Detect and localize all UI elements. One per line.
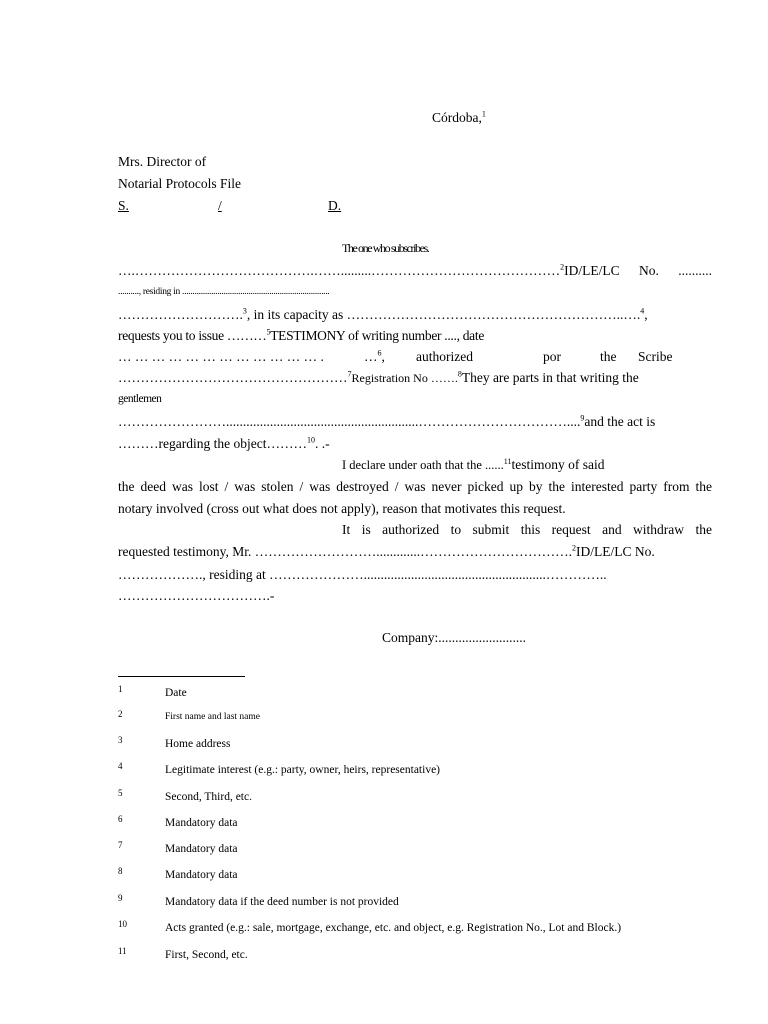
request-text: requests you to issue ……… [118, 328, 267, 343]
body-line-10 [342, 457, 604, 473]
footnote-number: 9 [118, 893, 123, 903]
footnote-separator [118, 676, 245, 677]
footnote-number: 2 [118, 709, 123, 719]
footnote-ref: 6 [377, 348, 382, 358]
declare-text: I declare under oath that the ...... [342, 458, 504, 472]
body-line-2: .........., residing in ....................................................................... [118, 287, 330, 297]
blank-dots: …………………….........................................................…………………………….... [118, 414, 581, 429]
footnote-ref: 7 [347, 369, 352, 379]
footnote-ref: 2 [560, 262, 565, 272]
recipient-title: Mrs. Director of [118, 154, 207, 169]
por-word: por [543, 349, 561, 364]
body-line-9 [118, 436, 712, 452]
footnote-number: 8 [118, 866, 123, 876]
footnote-number: 5 [118, 788, 123, 798]
footnote-text: Legitimate interest (e.g.: party, owner, heirs, representative) [165, 764, 441, 776]
body-line-15: ………………., residing at …………………......................................................………….. [118, 567, 607, 582]
id-label: ID/LE/LC No. [575, 544, 655, 559]
comma: , [381, 349, 385, 364]
recipient-office: Notarial Protocols File [118, 176, 241, 191]
footnote-ref: 11 [503, 456, 512, 466]
footnote-ref: 8 [457, 369, 462, 379]
the-word: the [600, 349, 617, 364]
body-line-6 [118, 370, 712, 386]
id-label: ID/LE/LC No. .......... [564, 263, 712, 278]
blank-dots: … … … … … … … … … … … … . [118, 349, 324, 364]
footnote-number: 7 [118, 840, 123, 850]
footnote-text: Home address [165, 738, 231, 750]
footnote-text: Acts granted (e.g.: sale, mortgage, exchange, etc. and object, e.g. Registration No., Lot and Block.) [165, 922, 622, 934]
registration-text: Registration No ……. [351, 371, 458, 385]
scribe-word: Scribe [638, 349, 673, 364]
line-end: . .- [314, 436, 330, 451]
body-line-3 [118, 307, 712, 323]
footnote-ref: 9 [580, 413, 585, 423]
authorized-word: authorized [416, 349, 473, 364]
testimony-text: TESTIMONY of writing number ...., date [270, 328, 485, 343]
footnote-text: First name and last name [165, 712, 260, 722]
body-line-12: notary involved (cross out what does not apply), reason that motivates this request. [118, 501, 566, 516]
footnote-text: Mandatory data [165, 843, 238, 855]
body-line-7: gentlemen [118, 393, 162, 405]
ref-group [364, 349, 385, 365]
footnote-text: Mandatory data [165, 869, 238, 881]
object-text: ………regarding the object……… [118, 436, 307, 451]
testimony-text: testimony of said [511, 457, 605, 472]
blank-dots: …………………………………………… [118, 370, 348, 385]
recipient-sd [118, 198, 344, 214]
footnote-text: Date [165, 687, 187, 699]
body-line-11: the deed was lost / was stolen / was destroyed / was never picked up by the interested party from the [118, 479, 712, 494]
body-line-8 [118, 414, 712, 430]
sd-slash: / [218, 198, 222, 213]
parts-text: They are parts in that writing the [461, 370, 639, 385]
intro-line: The one who subscribes. [342, 241, 429, 255]
place-date-line [432, 110, 486, 126]
body-line-16: …………………………….- [118, 588, 275, 603]
capacity-text: , in its capacity as ……………………………………………………..…. [246, 307, 641, 322]
act-text: and the act is [584, 414, 656, 429]
footnote-ref: 2 [571, 543, 576, 553]
blank-dots: ….………………………………….…….........…………………………………… [118, 263, 561, 278]
footnote-number: 10 [118, 919, 127, 929]
footnote-text: Mandatory data if the deed number is not provided [165, 896, 399, 908]
footnote-text: First, Second, etc. [165, 949, 248, 961]
footnote-ref: 3 [242, 306, 247, 316]
body-line-1 [118, 263, 712, 279]
place-name: Córdoba, [432, 110, 482, 125]
body-line-4 [118, 328, 712, 344]
blank-dots: … [364, 349, 378, 364]
footnote-number: 1 [118, 684, 123, 694]
footnote-ref: 1 [481, 109, 486, 119]
footnote-number: 6 [118, 814, 123, 824]
company-line: Company:.......................... [382, 630, 526, 645]
footnote-text: Mandatory data [165, 817, 238, 829]
footnote-ref: 5 [266, 327, 271, 337]
body-line-13: It is authorized to submit this request and withdraw the [342, 522, 712, 537]
blank-dots: ………………………. [118, 307, 243, 322]
footnote-number: 3 [118, 735, 123, 745]
comma: , [644, 307, 648, 322]
testimony-request-text: requested testimony, Mr. ……………………….............……………………………. [118, 544, 572, 559]
sd-d: D. [328, 198, 342, 213]
footnote-number: 4 [118, 761, 123, 771]
body-line-5 [118, 349, 712, 365]
footnote-text: Second, Third, etc. [165, 791, 252, 803]
footnote-number: 11 [118, 946, 127, 956]
sd-s: S. [118, 198, 129, 213]
footnote-ref: 4 [640, 306, 645, 316]
body-line-14 [118, 544, 712, 560]
footnote-ref: 10 [306, 435, 315, 445]
